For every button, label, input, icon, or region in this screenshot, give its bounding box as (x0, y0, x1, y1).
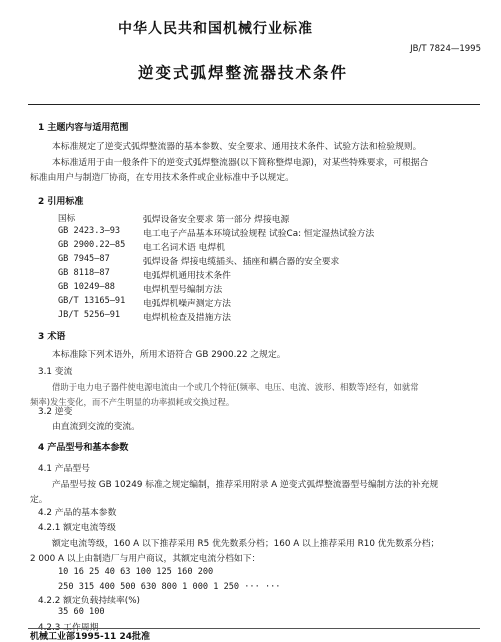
approval-footer: 机械工业部1995-11 24批准 (30, 632, 150, 642)
term-3-1-paragraph-a: 借助于电力电子器件使电源电流由一个或几个特征(频率、电压、电流、波形、相数等)经有，如就常 (52, 382, 419, 392)
subsection-4-2-1-paragraph-a: 额定电流等级，160 A 以下推荐采用 R5 优先数系分档；160 A 以上推荐采用 R10 优先数系分档； (52, 539, 440, 549)
section-4-heading: 4 产品型号和基本参数 (38, 443, 129, 453)
reference-title: 电焊机检查及措施方法 (143, 313, 231, 323)
subsection-4-2-2-heading: 4.2.2 额定负载持续率(%) (38, 596, 140, 606)
subsection-4-2-1-heading: 4.2.1 额定电流等级 (38, 523, 116, 533)
reference-title: 电工电子产品基本环境试验规程 试验Ca: 恒定湿热试验方法 (143, 229, 375, 239)
reference-title: 弧焊设备安全要求 第一部分 焊接电源 (143, 215, 290, 225)
header-divider (28, 104, 480, 105)
section-1-paragraph-2b: 标准由用户与制造厂协商，在专用技术条件或企业标准中予以规定。 (30, 173, 294, 183)
section-3-paragraph: 本标准除下列术语外，所用术语符合 GB 2900.22 之规定。 (52, 350, 286, 360)
reference-title: 弧焊设备 焊接电缆插头、插座和耦合器的安全要求 (143, 257, 340, 267)
reference-title: 电弧焊机噪声测定方法 (143, 299, 231, 309)
reference-code: GB 10249—88 (58, 282, 115, 292)
current-grade-row-1: 10 16 25 40 63 100 125 160 200 (58, 567, 214, 577)
subsection-4-2-heading: 4.2 产品的基本参数 (38, 508, 117, 518)
current-grade-row-2: 250 315 400 500 630 800 1 000 1 250 ··· ··· (58, 582, 281, 592)
section-3-heading: 3 术语 (38, 332, 66, 342)
term-3-2-heading: 3.2 逆变 (38, 407, 73, 417)
reference-code: GB 8118—87 (58, 268, 110, 278)
subsection-4-1-paragraph-a: 产品型号按 GB 10249 标准之规定编制，推荐采用附录 A 逆变式弧焊整流器型号编制方法的补充规 (52, 480, 439, 490)
reference-code: 国标 (58, 214, 76, 224)
term-3-2-paragraph: 由直流到交流的变流。 (52, 422, 140, 432)
section-1-paragraph-1: 本标准规定了逆变式弧焊整流器的基本参数、安全要求、通用技术条件、试验方法和检验规则。 (52, 142, 422, 152)
reference-title: 电工名词术语 电焊机 (143, 243, 225, 253)
reference-code: GB 2900.22—85 (58, 240, 126, 250)
term-3-1-paragraph-b: 频率)发生变化，而不产生明显的功率损耗或交换过程。 (30, 397, 235, 407)
reference-title: 电弧焊机通用技术条件 (143, 271, 231, 281)
duty-cycle-values: 35 60 100 (58, 607, 105, 617)
term-3-1-heading: 3.1 变流 (38, 367, 73, 377)
subsection-4-1-paragraph-b: 定。 (30, 495, 48, 505)
reference-code: GB/T 13165—91 (58, 296, 126, 306)
subsection-4-2-3-heading: 4.2.3 工作周期 (38, 623, 99, 633)
reference-title: 电焊机型号编制方法 (143, 285, 223, 295)
subsection-4-2-1-paragraph-b: 2 000 A 以上由制造厂与用户商议，其额定电流分档如下： (30, 554, 261, 564)
standard-number: JB/T 7824—1995 (410, 44, 481, 54)
section-1-paragraph-2a: 本标准适用于由一般条件下的逆变式弧焊整流器(以下简称整焊电源)，对某些特殊要求，可根据合 (52, 158, 429, 168)
section-2-heading: 2 引用标准 (38, 197, 84, 207)
section-1-heading: 1 主题内容与适用范围 (38, 123, 129, 133)
document-title: 逆变式弧焊整流器技术条件 (138, 64, 349, 82)
reference-code: GB 7945—87 (58, 254, 110, 264)
reference-code: GB 2423.3—93 (58, 226, 121, 236)
reference-code: JB/T 5256—91 (58, 310, 121, 320)
subsection-4-1-heading: 4.1 产品型号 (38, 464, 90, 474)
organization-title: 中华人民共和国机械行业标准 (118, 21, 313, 37)
